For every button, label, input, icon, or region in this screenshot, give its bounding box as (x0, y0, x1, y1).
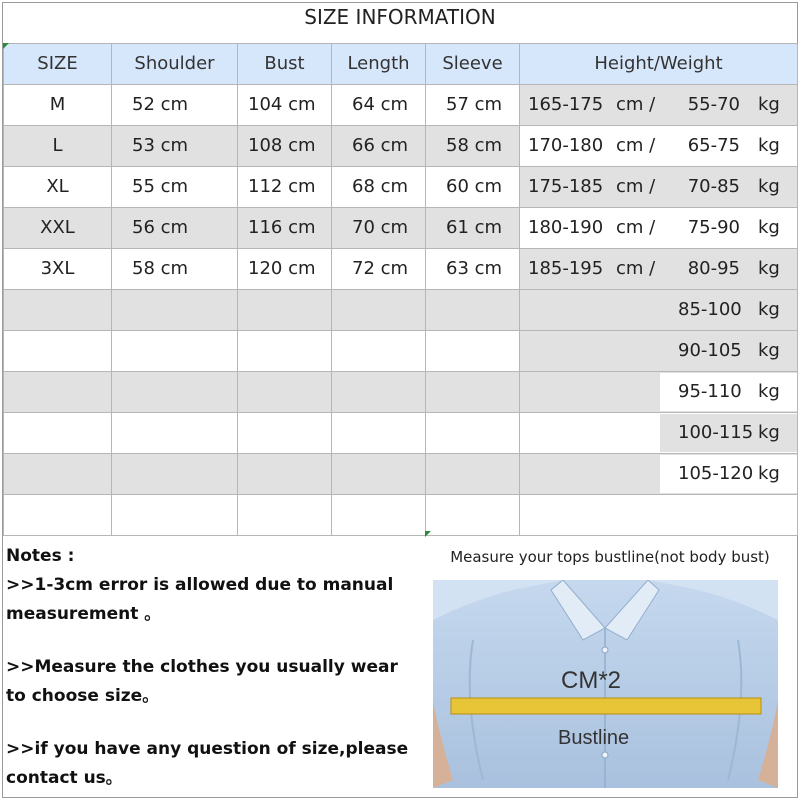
table-row (4, 126, 798, 167)
size-table (3, 43, 798, 536)
height-unit: cm / (616, 135, 656, 156)
weight-range: 55-70 (687, 94, 740, 115)
height-range: 165-175 (528, 94, 604, 115)
weight-unit: kg (758, 217, 780, 238)
table-row (4, 208, 798, 249)
weight-range: 90-105 (678, 340, 742, 361)
cell-sleeve: 60 cm (426, 167, 520, 208)
height-unit: cm / (616, 176, 656, 197)
cell-bust: 120 cm (238, 249, 332, 290)
table-row-empty (4, 495, 798, 536)
table-row-empty (4, 454, 798, 495)
weight-unit: kg (758, 340, 780, 361)
notes-section (6, 542, 416, 793)
table-row-empty (4, 372, 798, 413)
cell-height-weight (520, 85, 798, 126)
weight-unit: kg (758, 135, 780, 156)
weight-unit: kg (758, 299, 780, 320)
weight-unit: kg (758, 381, 780, 402)
cell-bust: 112 cm (238, 167, 332, 208)
header-bust: Bust (238, 44, 332, 85)
cell-sleeve: 57 cm (426, 85, 520, 126)
cell-bust: 104 cm (238, 85, 332, 126)
formula-label: CM*2 (561, 667, 622, 694)
notes-heading: Notes : (6, 546, 75, 566)
cell-height-weight (520, 126, 798, 167)
cell-length: 72 cm (332, 249, 426, 290)
cell-size: 3XL (4, 249, 112, 290)
cell-length: 68 cm (332, 167, 426, 208)
weight-unit: kg (758, 176, 780, 197)
cell-height-weight (520, 208, 798, 249)
cell-extra-weight (520, 290, 798, 331)
table-row (4, 249, 798, 290)
cell-extra-weight (520, 331, 798, 372)
header-shoulder: Shoulder (112, 44, 238, 85)
weight-unit: kg (758, 422, 780, 443)
table-header-row (4, 44, 798, 85)
cell-extra-weight (520, 413, 798, 454)
cell-shoulder: 58 cm (112, 249, 238, 290)
height-unit: cm / (616, 217, 656, 238)
weight-range: 100-115 (678, 422, 754, 443)
weight-range: 105-120 (678, 463, 754, 484)
cell-shoulder: 53 cm (112, 126, 238, 167)
cell-sleeve: 61 cm (426, 208, 520, 249)
weight-range: 65-75 (687, 135, 740, 156)
cell-height-weight (520, 167, 798, 208)
measure-caption: Measure your tops bustline(not body bust) (450, 548, 770, 566)
green-marker-icon (3, 43, 9, 49)
shirt-illustration (433, 580, 778, 788)
note-contact-us: >>if you have any question of size,please contact us。 (6, 739, 409, 788)
header-sleeve: Sleeve (426, 44, 520, 85)
height-range: 185-195 (528, 258, 604, 279)
weight-unit: kg (758, 94, 780, 115)
cell-shoulder: 52 cm (112, 85, 238, 126)
bustline-label: Bustline (558, 727, 630, 749)
weight-range: 80-95 (687, 258, 740, 279)
cell-extra-weight (520, 454, 798, 495)
cell-shoulder: 55 cm (112, 167, 238, 208)
weight-unit: kg (758, 463, 780, 484)
cell-height-weight (520, 249, 798, 290)
green-marker-icon (425, 531, 431, 537)
weight-range: 70-85 (687, 176, 740, 197)
table-row-empty (4, 413, 798, 454)
cell-size: L (4, 126, 112, 167)
cell-bust: 108 cm (238, 126, 332, 167)
height-range: 180-190 (528, 217, 604, 238)
cell-extra-weight (520, 372, 798, 413)
cell-size: M (4, 85, 112, 126)
height-range: 170-180 (528, 135, 604, 156)
cell-sleeve: 58 cm (426, 126, 520, 167)
cell-length: 64 cm (332, 85, 426, 126)
note-error-allowance: >>1-3cm error is allowed due to manual measurement 。 (6, 575, 394, 624)
weight-unit: kg (758, 258, 780, 279)
cell-sleeve: 63 cm (426, 249, 520, 290)
cell-size: XL (4, 167, 112, 208)
height-unit: cm / (616, 94, 656, 115)
table-row (4, 167, 798, 208)
header-height-weight: Height/Weight (520, 44, 798, 85)
height-range: 175-185 (528, 176, 604, 197)
weight-range: 95-110 (678, 381, 742, 402)
weight-range: 75-90 (687, 217, 740, 238)
weight-range: 85-100 (678, 299, 742, 320)
table-row (4, 85, 798, 126)
note-measure-clothes: >>Measure the clothes you usually wear to choose size。 (6, 657, 398, 706)
cell-length: 66 cm (332, 126, 426, 167)
height-unit: cm / (616, 258, 656, 279)
table-row-empty (4, 331, 798, 372)
bustline-photo (433, 580, 778, 788)
cell-length: 70 cm (332, 208, 426, 249)
page-title: SIZE INFORMATION (304, 5, 496, 29)
cell-bust: 116 cm (238, 208, 332, 249)
cell-size: XXL (4, 208, 112, 249)
cell-shoulder: 56 cm (112, 208, 238, 249)
table-row-empty (4, 290, 798, 331)
header-length: Length (332, 44, 426, 85)
header-size: SIZE (4, 44, 112, 85)
